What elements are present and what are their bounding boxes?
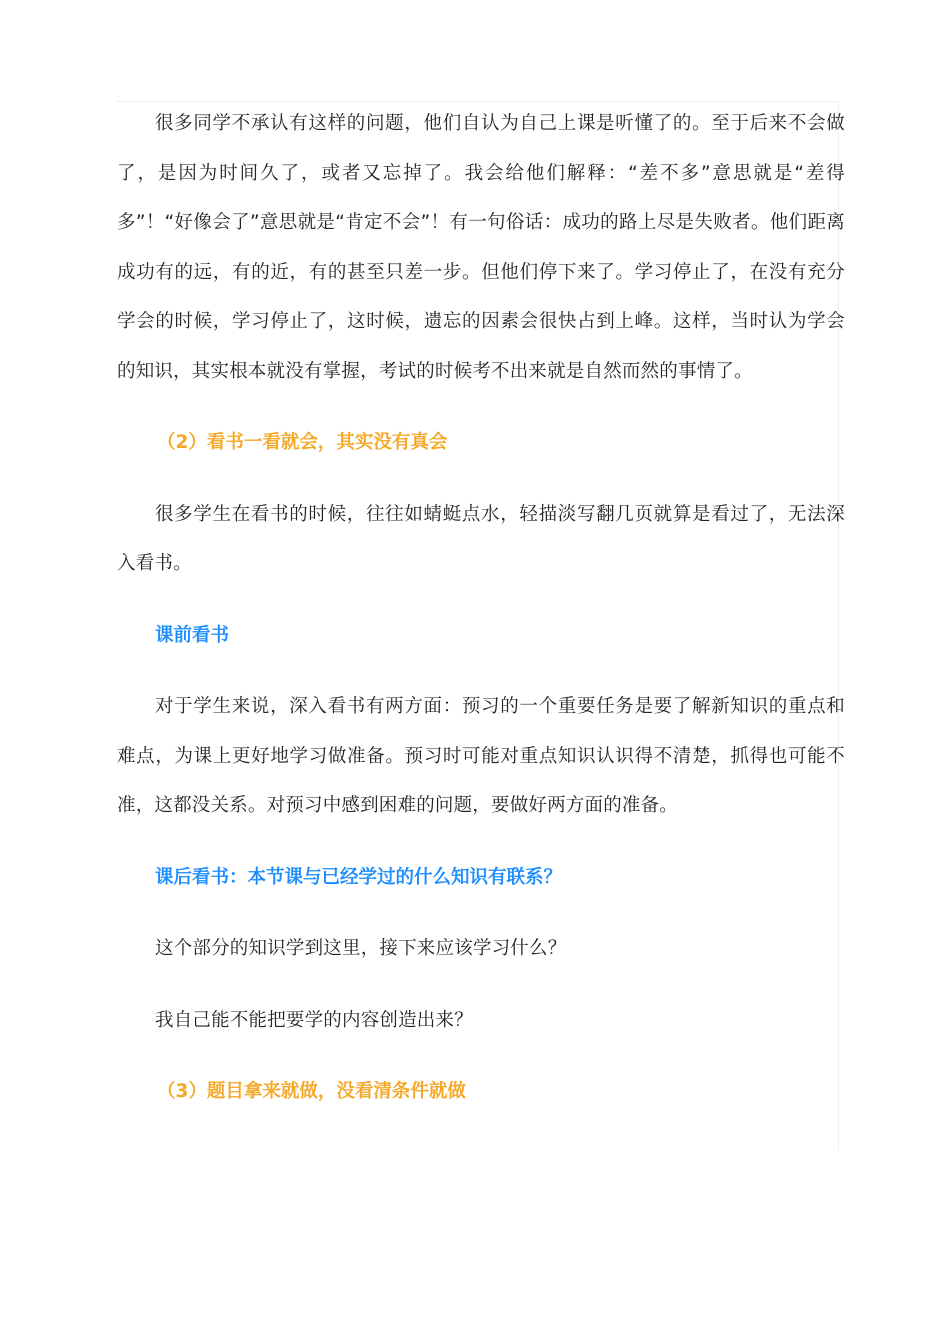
spacer [117, 831, 845, 853]
heading-after-class-reading: 课后看书：本节课与已经学过的什么知识有联系？ [155, 866, 563, 888]
spacer [117, 1045, 845, 1067]
heading-before-class-reading: 课前看书 [155, 624, 230, 646]
heading-section-2: （2）看书一看就会，其实没有真会 [157, 432, 448, 453]
paragraph-create-content: 我自己能不能把要学的内容创造出来？ [155, 1009, 473, 1031]
spacer [117, 974, 845, 996]
spacer [117, 660, 845, 682]
paragraph-understanding: 很多同学不承认有这样的问题，他们自认为自己上课是听懂了的。至于后来不会做了，是因为时间久了，或者又忘掉了。我会给他们解释：“差不多”意思就是“差得多”！“好像会了”意思就是“肯定不会”！有一句俗话：成功的路上尽是失败者。他们距离成功有的远，有的近，有的甚至只差一步。但他们停下来了。学习停止了，在没有充分学会的时候，学习停止了，这时候，遗忘的因素会很快占到上峰。这样，当时认为学会的知识，其实根本就没有掌握，考试的时候考不出来就是自然而然的事情了。 [117, 113, 845, 382]
heading-section-3: （3）题目拿来就做，没看清条件就做 [157, 1081, 466, 1102]
spacer [117, 902, 845, 924]
paragraph-preview: 对于学生来说，深入看书有两方面：预习的一个重要任务是要了解新知识的重点和难点，为课上更好地学习做准备。预习时可能对重点知识认识得不清楚，抓得也可能不准，这都没关系。对预习中感到困难的问题，要做好两方面的准备。 [117, 696, 845, 816]
spacer [117, 589, 845, 611]
paragraph-reading-superficial: 很多学生在看书的时候，往往如蜻蜓点水，轻描淡写翻几页就算是看过了，无法深入看书。 [117, 503, 845, 574]
document-body [117, 99, 845, 1117]
spacer [117, 396, 845, 418]
spacer [117, 468, 845, 490]
paragraph-next-learning: 这个部分的知识学到这里，接下来应该学习什么？ [155, 938, 567, 959]
